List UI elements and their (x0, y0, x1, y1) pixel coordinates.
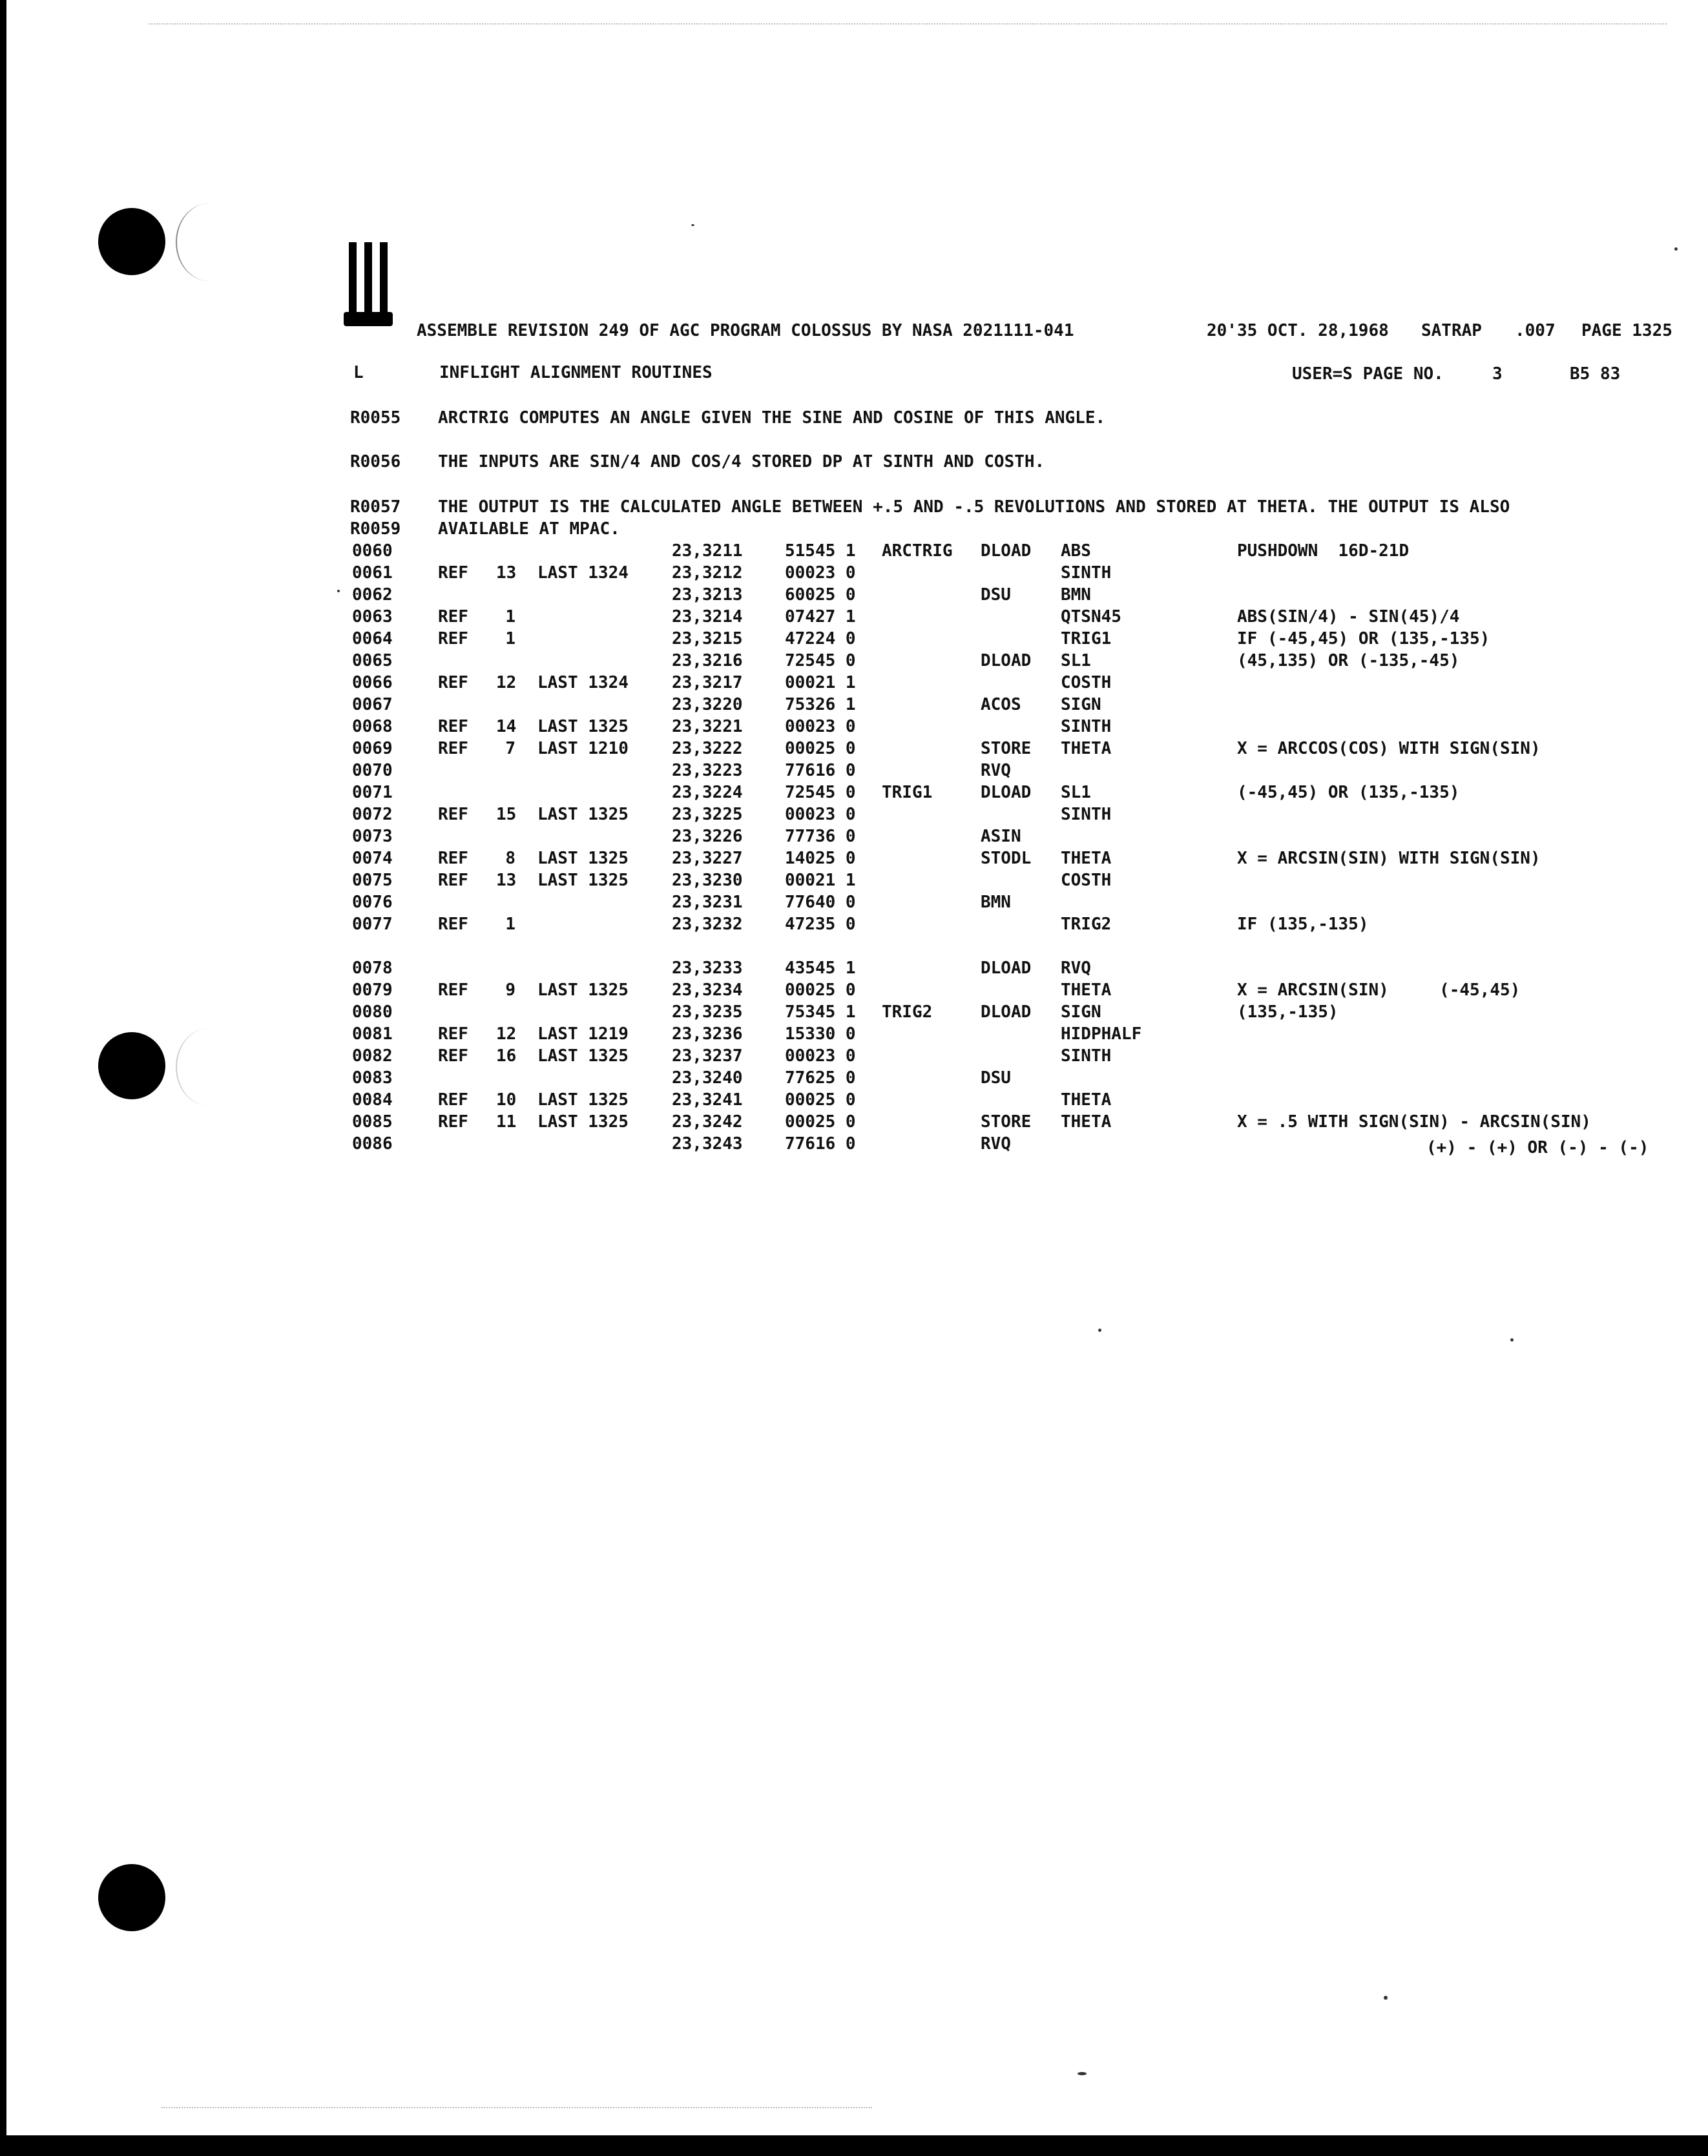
listing-operand: SINTH (1061, 563, 1112, 583)
listing-operand: THETA (1061, 739, 1112, 758)
listing-operand: BMN (1061, 585, 1091, 605)
listing-octal-code: 00025 0 (785, 1112, 856, 1132)
listing-operand: THETA (1061, 1090, 1112, 1110)
listing-address: 23,3242 (672, 1112, 743, 1132)
listing-address: 23,3227 (672, 849, 743, 868)
trailing-comment: (+) - (+) OR (-) - (-) (1426, 1138, 1649, 1157)
listing-ref-count: 9 (505, 980, 516, 1000)
listing-address: 23,3223 (672, 761, 743, 780)
listing-comment: (-45,45) OR (135,-135) (1237, 783, 1460, 802)
listing-octal-code: 00025 0 (785, 1090, 856, 1110)
listing-octal-code: 72545 0 (785, 651, 856, 670)
listing-line-number: 0083 (352, 1068, 393, 1088)
listing-last-page-ref: LAST 1210 (537, 739, 629, 758)
listing-row (6, 760, 1708, 782)
listing-operand: COSTH (1061, 871, 1112, 890)
listing-operand: THETA (1061, 1112, 1112, 1132)
listing-operand: THETA (1061, 980, 1112, 1000)
listing-operand: SINTH (1061, 1046, 1112, 1066)
listing-line-number: 0065 (352, 651, 393, 670)
listing-operand: ABS (1061, 541, 1091, 561)
listing-octal-code: 60025 0 (785, 585, 856, 605)
listing-opcode: ASIN (981, 827, 1021, 846)
listing-ref-count: 13 (496, 563, 517, 583)
listing-row (6, 606, 1708, 628)
listing-row (6, 562, 1708, 584)
listing-last-page-ref: LAST 1325 (537, 980, 629, 1000)
listing-last-page-ref: LAST 1324 (537, 673, 629, 692)
listing-octal-code: 00021 1 (785, 871, 856, 890)
listing-comment: X = ARCSIN(SIN) WITH SIGN(SIN) (1237, 849, 1541, 868)
section-letter: L (353, 363, 364, 382)
listing-octal-code: 77736 0 (785, 827, 856, 846)
listing-octal-code: 00023 0 (785, 717, 856, 736)
section-title: INFLIGHT ALIGNMENT ROUTINES (439, 363, 713, 382)
listing-ref-tag: REF (438, 805, 468, 824)
speck (1674, 247, 1678, 251)
listing-opcode: DLOAD (981, 651, 1032, 670)
listing-comment: X = ARCCOS(COS) WITH SIGN(SIN) (1237, 739, 1541, 758)
listing-operand: COSTH (1061, 673, 1112, 692)
listing-line-number: 0062 (352, 585, 393, 605)
listing-octal-code: 00023 0 (785, 805, 856, 824)
user-page-label: USER=S PAGE NO. (1292, 364, 1444, 384)
listing-last-page-ref: LAST 1324 (537, 563, 629, 583)
header-title-line: ASSEMBLE REVISION 249 OF AGC PROGRAM COLOSSUS BY NASA 2021111-041 (417, 321, 1074, 340)
listing-ref-count: 12 (496, 673, 517, 692)
listing-operand: RVQ (1061, 959, 1091, 978)
listing-octal-code: 77616 0 (785, 761, 856, 780)
printout-page (6, 0, 1708, 2135)
listing-comment: ABS(SIN/4) - SIN(45)/4 (1237, 607, 1460, 627)
listing-octal-code: 72545 0 (785, 783, 856, 802)
listing-octal-code: 75326 1 (785, 695, 856, 714)
listing-address: 23,3222 (672, 739, 743, 758)
listing-octal-code: 51545 1 (785, 541, 856, 561)
listing-line-number: 0085 (352, 1112, 393, 1132)
speck (1098, 1329, 1101, 1332)
listing-row (6, 869, 1708, 891)
listing-line-number: 0077 (352, 915, 393, 934)
listing-ref-tag: REF (438, 717, 468, 736)
speck (691, 224, 694, 226)
remark-text: THE OUTPUT IS THE CALCULATED ANGLE BETWEEN +.5 AND -.5 REVOLUTIONS AND STORED AT THETA. THE OUTPUT IS ALSO (438, 497, 1510, 517)
listing-operand: QTSN45 (1061, 607, 1121, 627)
registration-marks (349, 242, 401, 326)
listing-operand: SL1 (1061, 651, 1091, 670)
listing-row (6, 957, 1708, 979)
listing-octal-code: 77640 0 (785, 893, 856, 912)
listing-last-page-ref: LAST 1325 (537, 805, 629, 824)
listing-row (6, 694, 1708, 716)
listing-address: 23,3231 (672, 893, 743, 912)
listing-operand: SIGN (1061, 1002, 1101, 1022)
remark-text: THE INPUTS ARE SIN/4 AND COS/4 STORED DP AT SINTH AND COSTH. (438, 452, 1045, 472)
listing-octal-code: 00023 0 (785, 563, 856, 583)
listing-ref-count: 12 (496, 1024, 517, 1044)
listing-ref-tag: REF (438, 1024, 468, 1044)
listing-octal-code: 47235 0 (785, 915, 856, 934)
listing-ref-count: 8 (505, 849, 516, 868)
listing-ref-count: 1 (505, 915, 516, 934)
scan-noise-bottom (161, 2107, 872, 2108)
listing-opcode: DSU (981, 1068, 1011, 1088)
listing-ref-tag: REF (438, 1090, 468, 1110)
listing-line-number: 0080 (352, 1002, 393, 1022)
listing-opcode: ACOS (981, 695, 1021, 714)
listing-address: 23,3221 (672, 717, 743, 736)
header-page: PAGE 1325 (1581, 321, 1672, 340)
speck (1384, 1996, 1388, 2000)
listing-line-number: 0060 (352, 541, 393, 561)
speck (1078, 2072, 1087, 2075)
listing-address: 23,3212 (672, 563, 743, 583)
listing-line-number: 0078 (352, 959, 393, 978)
user-page-number: 3 (1492, 364, 1503, 384)
listing-ref-tag: REF (438, 563, 468, 583)
listing-ref-count: 1 (505, 629, 516, 648)
listing-last-page-ref: LAST 1325 (537, 1046, 629, 1066)
listing-label: ARCTRIG (882, 541, 953, 561)
listing-ref-count: 11 (496, 1112, 517, 1132)
listing-opcode: DLOAD (981, 541, 1032, 561)
listing-row (6, 979, 1708, 1001)
listing-address: 23,3225 (672, 805, 743, 824)
listing-ref-count: 7 (505, 739, 516, 758)
remark-id: R0059 (350, 519, 401, 539)
listing-row (6, 913, 1708, 935)
listing-comment: IF (-45,45) OR (135,-135) (1237, 629, 1490, 648)
listing-address: 23,3232 (672, 915, 743, 934)
listing-opcode: DSU (981, 585, 1011, 605)
listing-comment: IF (135,-135) (1237, 915, 1369, 934)
listing-octal-code: 77625 0 (785, 1068, 856, 1088)
listing-ref-count: 16 (496, 1046, 517, 1066)
listing-opcode: BMN (981, 893, 1011, 912)
listing-operand: SINTH (1061, 805, 1112, 824)
listing-operand: TRIG1 (1061, 629, 1112, 648)
remark-id: R0057 (350, 497, 401, 517)
listing-row (6, 803, 1708, 825)
listing-opcode: DLOAD (981, 783, 1032, 802)
listing-line-number: 0061 (352, 563, 393, 583)
listing-label: TRIG1 (882, 783, 933, 802)
listing-opcode: STORE (981, 1112, 1032, 1132)
listing-comment: X = .5 WITH SIGN(SIN) - ARCSIN(SIN) (1237, 1112, 1591, 1132)
listing-ref-tag: REF (438, 1112, 468, 1132)
listing-ref-tag: REF (438, 980, 468, 1000)
listing-ref-tag: REF (438, 1046, 468, 1066)
listing-address: 23,3234 (672, 980, 743, 1000)
listing-octal-code: 47224 0 (785, 629, 856, 648)
listing-row (6, 1111, 1708, 1133)
listing-row (6, 1089, 1708, 1111)
listing-octal-code: 00025 0 (785, 739, 856, 758)
listing-opcode: RVQ (981, 761, 1011, 780)
scan-noise-top (149, 23, 1667, 25)
listing-line-number: 0069 (352, 739, 393, 758)
listing-last-page-ref: LAST 1325 (537, 849, 629, 868)
listing-octal-code: 00023 0 (785, 1046, 856, 1066)
binder-hole-top (98, 208, 165, 275)
listing-last-page-ref: LAST 1325 (537, 1112, 629, 1132)
listing-line-number: 0074 (352, 849, 393, 868)
listing-address: 23,3216 (672, 651, 743, 670)
listing-ref-tag: REF (438, 607, 468, 627)
listing-row (6, 584, 1708, 606)
listing-line-number: 0076 (352, 893, 393, 912)
listing-row (6, 825, 1708, 847)
listing-line-number: 0066 (352, 673, 393, 692)
listing-comment: (135,-135) (1237, 1002, 1338, 1022)
listing-octal-code: 00025 0 (785, 980, 856, 1000)
listing-octal-code: 15330 0 (785, 1024, 856, 1044)
listing-ref-count: 10 (496, 1090, 517, 1110)
listing-operand: TRIG2 (1061, 915, 1112, 934)
listing-operand: SL1 (1061, 783, 1091, 802)
listing-row (6, 891, 1708, 913)
listing-line-number: 0072 (352, 805, 393, 824)
listing-address: 23,3224 (672, 783, 743, 802)
header-timestamp: 20'35 OCT. 28,1968 (1207, 321, 1389, 340)
remark-id: R0056 (350, 452, 401, 472)
listing-opcode: STODL (981, 849, 1032, 868)
listing-address: 23,3236 (672, 1024, 743, 1044)
listing-ref-tag: REF (438, 871, 468, 890)
listing-line-number: 0073 (352, 827, 393, 846)
listing-ref-tag: REF (438, 915, 468, 934)
listing-opcode: DLOAD (981, 1002, 1032, 1022)
listing-operand: HIDPHALF (1061, 1024, 1142, 1044)
listing-opcode: DLOAD (981, 959, 1032, 978)
listing-octal-code: 43545 1 (785, 959, 856, 978)
listing-octal-code: 14025 0 (785, 849, 856, 868)
listing-line-number: 0067 (352, 695, 393, 714)
listing-row (6, 716, 1708, 738)
header-satrap: SATRAP (1421, 321, 1482, 340)
listing-ref-tag: REF (438, 629, 468, 648)
listing-line-number: 0070 (352, 761, 393, 780)
remark-text: ARCTRIG COMPUTES AN ANGLE GIVEN THE SINE AND COSINE OF THIS ANGLE. (438, 408, 1106, 428)
listing-octal-code: 77616 0 (785, 1134, 856, 1154)
listing-ref-count: 14 (496, 717, 517, 736)
listing-last-page-ref: LAST 1325 (537, 1090, 629, 1110)
listing-operand: SIGN (1061, 695, 1101, 714)
speck (1510, 1338, 1514, 1342)
listing-line-number: 0075 (352, 871, 393, 890)
listing-row (6, 540, 1708, 562)
listing-ref-tag: REF (438, 673, 468, 692)
listing-ref-tag: REF (438, 739, 468, 758)
listing-line-number: 0079 (352, 980, 393, 1000)
listing-address: 23,3214 (672, 607, 743, 627)
listing-address: 23,3235 (672, 1002, 743, 1022)
listing-address: 23,3220 (672, 695, 743, 714)
listing-address: 23,3233 (672, 959, 743, 978)
listing-row (6, 847, 1708, 869)
listing-label: TRIG2 (882, 1002, 933, 1022)
listing-opcode: STORE (981, 739, 1032, 758)
listing-ref-count: 15 (496, 805, 517, 824)
listing-row (6, 738, 1708, 760)
listing-row (6, 1045, 1708, 1067)
listing-row (6, 650, 1708, 672)
listing-operand: SINTH (1061, 717, 1112, 736)
listing-comment: (45,135) OR (-135,-45) (1237, 651, 1460, 670)
listing-line-number: 0086 (352, 1134, 393, 1154)
listing-line-number: 0084 (352, 1090, 393, 1110)
listing-operand: THETA (1061, 849, 1112, 868)
header-satrap-value: .007 (1515, 321, 1556, 340)
listing-line-number: 0071 (352, 783, 393, 802)
listing-address: 23,3237 (672, 1046, 743, 1066)
binder-hole-bottom (98, 1864, 165, 1931)
listing-address: 23,3211 (672, 541, 743, 561)
remark-text: AVAILABLE AT MPAC. (438, 519, 620, 539)
listing-address: 23,3217 (672, 673, 743, 692)
listing-line-number: 0063 (352, 607, 393, 627)
listing-address: 23,3215 (672, 629, 743, 648)
listing-last-page-ref: LAST 1325 (537, 717, 629, 736)
listing-row (6, 1001, 1708, 1023)
listing-last-page-ref: LAST 1325 (537, 871, 629, 890)
listing-line-number: 0064 (352, 629, 393, 648)
listing-ref-tag: REF (438, 849, 468, 868)
listing-line-number: 0082 (352, 1046, 393, 1066)
listing-opcode: RVQ (981, 1134, 1011, 1154)
listing-comment: X = ARCSIN(SIN) (-45,45) (1237, 980, 1521, 1000)
listing-comment: PUSHDOWN 16D-21D (1237, 541, 1410, 561)
listing-line-number: 0081 (352, 1024, 393, 1044)
binder-hole-top-shadow (176, 203, 242, 281)
listing-ref-count: 13 (496, 871, 517, 890)
user-reference: B5 83 (1570, 364, 1621, 384)
listing-address: 23,3243 (672, 1134, 743, 1154)
listing-row (6, 672, 1708, 694)
listing-octal-code: 75345 1 (785, 1002, 856, 1022)
listing-address: 23,3213 (672, 585, 743, 605)
remark-id: R0055 (350, 408, 401, 428)
listing-octal-code: 00021 1 (785, 673, 856, 692)
listing-row (6, 1023, 1708, 1045)
listing-octal-code: 07427 1 (785, 607, 856, 627)
listing-ref-count: 1 (505, 607, 516, 627)
listing-row (6, 1067, 1708, 1089)
listing-row (6, 628, 1708, 650)
listing-address: 23,3240 (672, 1068, 743, 1088)
listing-address: 23,3241 (672, 1090, 743, 1110)
listing-line-number: 0068 (352, 717, 393, 736)
listing-address: 23,3226 (672, 827, 743, 846)
listing-row (6, 782, 1708, 803)
listing-last-page-ref: LAST 1219 (537, 1024, 629, 1044)
listing-address: 23,3230 (672, 871, 743, 890)
